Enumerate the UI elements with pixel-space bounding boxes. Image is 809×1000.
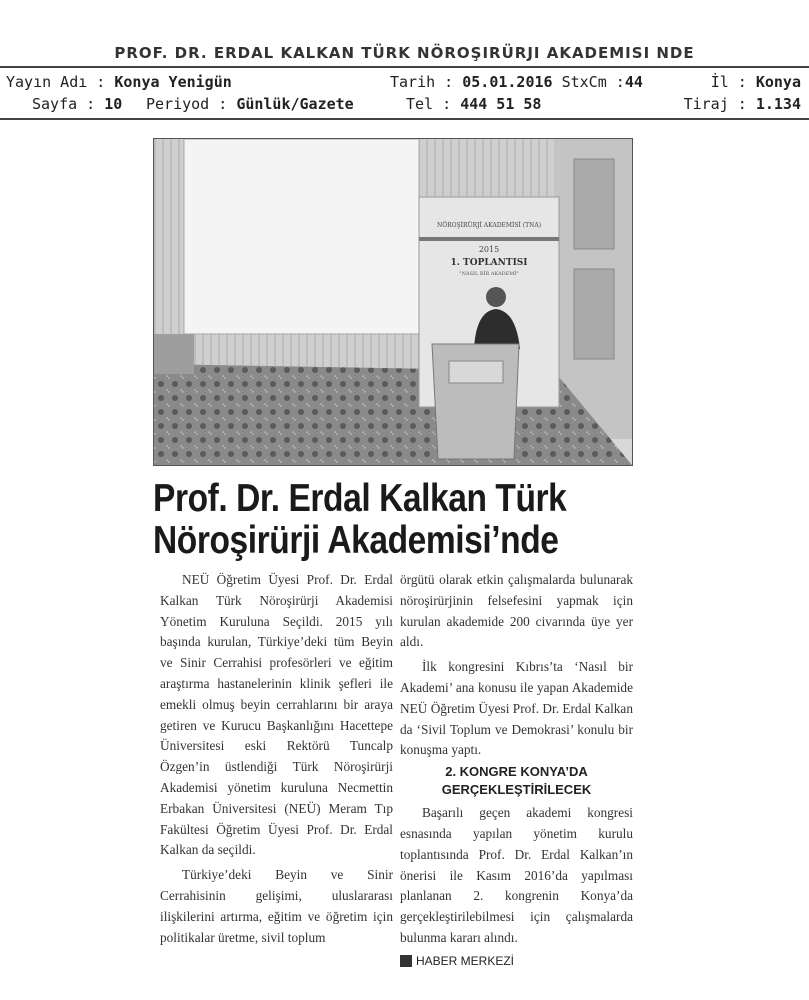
byline: HABER MERKEZİ (400, 951, 633, 972)
city: İl : Konya (710, 73, 801, 91)
banner-text-3: 1. TOPLANTISI (450, 258, 528, 268)
circulation: Tiraj : 1.134 (683, 95, 801, 113)
paragraph-2: Türkiye’deki Beyin ve Sinir Cerrahisinin gelişimi, uluslararası ilişkilerini artırma, eğitim ve öğretim için politikalar üretme, sivil toplum (160, 867, 393, 945)
conference-photo (154, 139, 632, 465)
byline-square-icon (400, 955, 412, 967)
article-column-2 (400, 570, 633, 972)
period: Periyod : Günlük/Gazete (146, 95, 354, 113)
paragraph-1: NEÜ Öğretim Üyesi Prof. Dr. Erdal Kalkan Türk Nöroşirürji Akademisi Yönetim Kuruluna Seçildi. 2015 yılı başında kurulan, Türkiye’deki tüm Beyin ve Sinir Cerrahisi profesörleri ve eğitim araştırma hastanelerinin klinik şefleri ile emekli olmuş beyin cerrahlarını bir araya getiren ve Kurucu Başkanlığını Hacettepe Üniversitesi eski Rektörü Tuncalp Özgen’in üstlendiği Türk Nöroşirürji Akademisi yönetim kuruluna Necmettin Erbakan Üniversitesi (NEÜ) Meram Tıp Fakültesi Öğretim Üyesi Prof. Dr. Erdal Kalkan da seçildi. (160, 572, 393, 858)
article-headline: Prof. Dr. Erdal Kalkan Türk Nöroşirürji Akademisi’nde (153, 477, 567, 562)
banner-text-1: NÖROŞİRÜRJİ AKADEMİSİ (TNA) (436, 222, 542, 229)
paragraph-4: İlk kongresini Kıbrıs’ta ‘Nasıl bir Akademi’ ana konusu ile yapan Akademide NEÜ Öğretim Üyesi Prof. Dr. Erdal Kalkan da ‘Sivil Toplum ve Demokrasi’ konulu bir konuşma yaptı. (400, 659, 633, 758)
banner-text-2: 2015 (478, 245, 500, 254)
paragraph-5: Başarılı geçen akademi kongresi esnasında yapılan yönetim kurulu toplantısında Prof. Dr. Erdal Kalkan’ın önerisi ile Kasım 2016’da yapılması planlanan 2. kongrenin Konya’da gerçekleştirilebilmesi için çalışmalarda bulunma kararı alındı. (400, 805, 633, 945)
paragraph-3: örgütü olarak etkin çalışmalarda bulunarak nöroşirürjinin felsefesini yapmak için kurulan akademide 200 civarında üye yer aldı. (400, 572, 633, 650)
header-rule-top (0, 66, 809, 68)
banner-text-4: "NASIL BİR AKADEMİ" (459, 271, 519, 277)
publication-date: Tarih : 05.01.2016 StxCm :44 (390, 73, 643, 91)
article-subheading: 2. KONGRE KONYA’DA GERÇEKLEŞTİRİLECEK (441, 764, 592, 798)
publication-name: Yayın Adı : Konya Yenigün (6, 73, 232, 91)
header-rule-bottom (0, 118, 809, 120)
telephone: Tel : 444 51 58 (406, 95, 542, 113)
article-photo (153, 138, 633, 466)
article-column-1 (160, 570, 393, 948)
page-number: Sayfa : 10 (32, 95, 123, 113)
clipping-title: PROF. DR. ERDAL KALKAN TÜRK NÖROŞIRÜRJI AKADEMISI NDE (114, 44, 695, 62)
